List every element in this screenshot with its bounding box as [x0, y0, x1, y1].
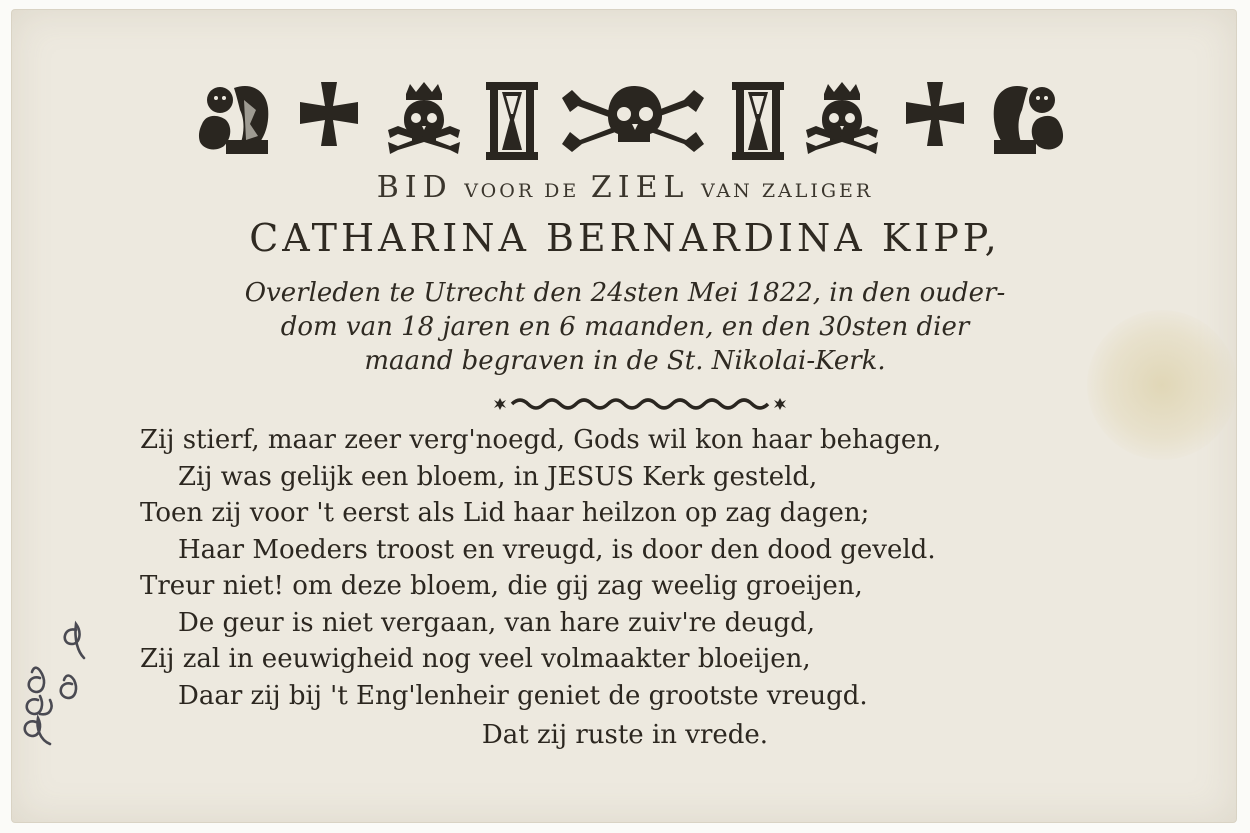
poem-line: Zij zal in eeuwigheid nog veel volmaakter bloeijen,: [140, 644, 811, 674]
skull-crossbones-icon: [558, 80, 708, 160]
heading-voor-de: VOOR DE: [464, 180, 580, 202]
poem-line: De geur is niet vergaan, van hare zuiv're deugd,: [178, 607, 815, 638]
cross-icon: [902, 80, 968, 148]
poem-line: Haar Moeders troost en vreugd, is door den dood geveld.: [178, 534, 936, 565]
details-line: maand begraven in de St. Nikolai-Kerk.: [364, 346, 886, 376]
death-details: [0, 276, 1250, 378]
closing-line: Dat zij ruste in vrede.: [481, 720, 769, 750]
poem-line: Treur niet! om deze bloem, die gij zag weelig groeijen,: [140, 571, 863, 601]
poem-line: Daar zij bij 't Eng'lenheir geniet de grootste vreugd.: [178, 680, 868, 711]
crowned-skull-icon: [384, 80, 464, 158]
ornament-row: [190, 80, 1070, 170]
details-line: dom van 18 jaren en 6 maanden, en den 30sten dier: [280, 312, 970, 342]
hourglass-icon: [484, 80, 540, 162]
prayer-heading: [0, 170, 1250, 205]
heading-ziel: ZIEL: [590, 170, 690, 205]
details-line: Overleden te Utrecht den 24sten Mei 1822, in den ouder-: [244, 278, 1006, 308]
cherub-icon: [990, 80, 1066, 158]
ornamental-divider: [490, 392, 790, 416]
deceased-name: CATHARINA BERNARDINA KIPP,: [249, 216, 1001, 260]
handwritten-inventory-number: [10, 600, 100, 750]
hourglass-icon: [730, 80, 786, 162]
heading-bid: BID: [376, 170, 453, 205]
cherub-icon: [196, 80, 272, 158]
heading-van-zaliger: VAN ZALIGER: [701, 180, 874, 202]
poem: [140, 422, 1160, 714]
crowned-skull-icon: [802, 80, 882, 158]
poem-line: Zij was gelijk een bloem, in JESUS Kerk gesteld,: [178, 461, 818, 492]
poem-line: Zij stierf, maar zeer verg'noegd, Gods wil kon haar behagen,: [140, 425, 942, 455]
poem-line: Toen zij voor 't eerst als Lid haar heilzon op zag dagen;: [140, 498, 870, 528]
cross-icon: [296, 80, 362, 148]
